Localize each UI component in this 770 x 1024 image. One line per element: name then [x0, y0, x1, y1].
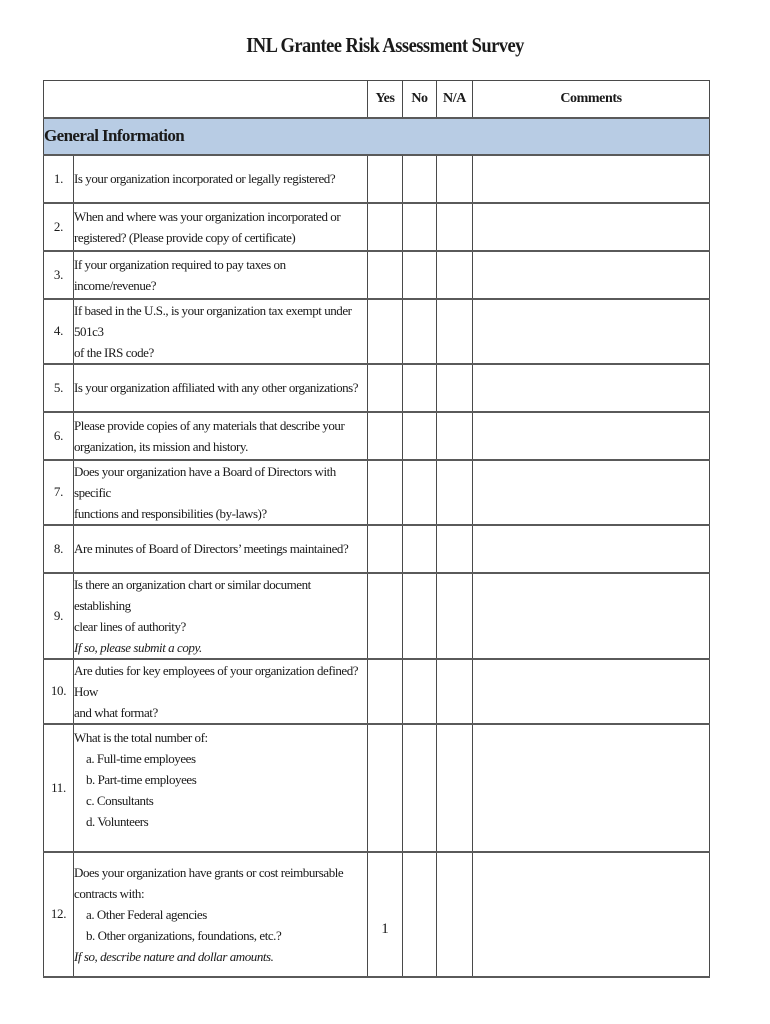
- na-cell[interactable]: [437, 659, 473, 724]
- na-cell[interactable]: [437, 852, 473, 977]
- question-line: and what format?: [74, 704, 158, 720]
- na-cell[interactable]: [437, 525, 473, 573]
- no-cell[interactable]: [403, 852, 437, 977]
- yes-cell[interactable]: [368, 155, 403, 203]
- question-line: Is your organization incorporated or legally registered?: [74, 171, 336, 186]
- question-number: 9.: [44, 573, 74, 659]
- question-text: [74, 724, 368, 852]
- question-number: 8.: [44, 525, 74, 573]
- comments-cell[interactable]: [473, 460, 710, 525]
- na-cell[interactable]: [437, 364, 473, 412]
- question-note: If so, please submit a copy.: [74, 639, 202, 655]
- question-line: Does your organization have grants or cost reimbursable: [74, 864, 344, 880]
- yes-cell[interactable]: [368, 525, 403, 573]
- question-number: 11.: [44, 724, 74, 852]
- comments-cell[interactable]: [473, 525, 710, 573]
- no-cell[interactable]: [403, 460, 437, 525]
- yes-cell[interactable]: [368, 251, 403, 299]
- question-text: [74, 525, 368, 573]
- no-cell[interactable]: [403, 659, 437, 724]
- comments-cell[interactable]: [473, 659, 710, 724]
- comments-cell[interactable]: [473, 203, 710, 251]
- table-row: [44, 412, 710, 460]
- question-number: 10.: [44, 659, 74, 724]
- table-row: [44, 299, 710, 364]
- question-text: [74, 251, 368, 299]
- question-text: [74, 573, 368, 659]
- question-line: registered? (Please provide copy of certificate): [74, 229, 296, 245]
- question-line: If your organization required to pay taxes on income/revenue?: [74, 256, 286, 293]
- na-cell[interactable]: [437, 573, 473, 659]
- yes-cell[interactable]: [368, 299, 403, 364]
- question-sub-item: a. Other Federal agencies: [86, 906, 207, 922]
- question-line: Is your organization affiliated with any other organizations?: [74, 380, 359, 395]
- question-line: If based in the U.S., is your organization tax exempt under 501c3: [74, 302, 352, 339]
- question-line: When and where was your organization incorporated or: [74, 208, 341, 224]
- no-cell[interactable]: [403, 299, 437, 364]
- question-text: [74, 203, 368, 251]
- question-text: [74, 364, 368, 412]
- question-line: Does your organization have a Board of Directors with specific: [74, 463, 336, 500]
- question-sub-item: c. Consultants: [86, 792, 154, 808]
- question-line: contracts with:: [74, 885, 145, 901]
- no-cell[interactable]: [403, 573, 437, 659]
- comments-cell[interactable]: [473, 573, 710, 659]
- na-cell[interactable]: [437, 724, 473, 852]
- question-line: Are minutes of Board of Directors’ meetings maintained?: [74, 541, 349, 556]
- question-text: [74, 852, 368, 977]
- column-header-na: N/A: [437, 81, 473, 118]
- question-line: clear lines of authority?: [74, 618, 186, 634]
- question-number: 3.: [44, 251, 74, 299]
- comments-cell[interactable]: [473, 724, 710, 852]
- section-row: [44, 118, 710, 155]
- column-header-comments: Comments: [473, 81, 710, 118]
- na-cell[interactable]: [437, 460, 473, 525]
- no-cell[interactable]: [403, 364, 437, 412]
- no-cell[interactable]: [403, 724, 437, 852]
- no-cell[interactable]: [403, 525, 437, 573]
- column-header-no: No: [403, 81, 437, 118]
- comments-cell[interactable]: [473, 364, 710, 412]
- table-row: [44, 659, 710, 724]
- question-sub-item: d. Volunteers: [86, 813, 149, 829]
- na-cell[interactable]: [437, 251, 473, 299]
- question-sub-item: a. Full-time employees: [86, 750, 196, 766]
- yes-cell[interactable]: [368, 460, 403, 525]
- na-cell[interactable]: [437, 412, 473, 460]
- yes-cell[interactable]: [368, 412, 403, 460]
- column-header-yes: Yes: [368, 81, 403, 118]
- comments-cell[interactable]: [473, 852, 710, 977]
- header-row: [44, 81, 710, 118]
- question-text: [74, 659, 368, 724]
- table-row: [44, 724, 710, 852]
- table-row: [44, 251, 710, 299]
- section-heading: General Information: [44, 118, 710, 155]
- question-line: What is the total number of:: [74, 729, 208, 745]
- comments-cell[interactable]: [473, 412, 710, 460]
- question-line: Are duties for key employees of your organization defined? How: [74, 662, 359, 699]
- question-number: 7.: [44, 460, 74, 525]
- yes-cell[interactable]: [368, 203, 403, 251]
- no-cell[interactable]: [403, 203, 437, 251]
- question-sub-item: b. Part-time employees: [86, 771, 197, 787]
- table-row: [44, 460, 710, 525]
- question-number: 4.: [44, 299, 74, 364]
- table-row: [44, 852, 710, 977]
- table-row: [44, 155, 710, 203]
- na-cell[interactable]: [437, 299, 473, 364]
- page-number: 1: [381, 921, 389, 937]
- table-row: [44, 573, 710, 659]
- survey-table: [43, 80, 710, 978]
- na-cell[interactable]: [437, 203, 473, 251]
- question-note: If so, describe nature and dollar amounts.: [74, 948, 274, 964]
- question-number: 5.: [44, 364, 74, 412]
- yes-cell[interactable]: [368, 852, 403, 977]
- na-cell[interactable]: [437, 155, 473, 203]
- question-line: functions and responsibilities (by-laws)?: [74, 505, 267, 521]
- question-line: of the IRS code?: [74, 344, 154, 360]
- yes-cell[interactable]: [368, 659, 403, 724]
- table-row: [44, 525, 710, 573]
- comments-cell[interactable]: [473, 299, 710, 364]
- no-cell[interactable]: [403, 155, 437, 203]
- question-text: [74, 299, 368, 364]
- no-cell[interactable]: [403, 412, 437, 460]
- table-row: [44, 203, 710, 251]
- question-line: Is there an organization chart or similar document establishing: [74, 576, 311, 613]
- question-number: 1.: [44, 155, 74, 203]
- question-sub-item: b. Other organizations, foundations, etc.?: [86, 927, 282, 943]
- question-number: 2.: [44, 203, 74, 251]
- no-cell[interactable]: [403, 251, 437, 299]
- table-row: [44, 364, 710, 412]
- question-text: [74, 412, 368, 460]
- question-number: 6.: [44, 412, 74, 460]
- question-number: 12.: [44, 852, 74, 977]
- yes-cell[interactable]: [368, 364, 403, 412]
- question-line: Please provide copies of any materials that describe your: [74, 417, 345, 433]
- comments-cell[interactable]: [473, 155, 710, 203]
- page-title: INL Grantee Risk Assessment Survey: [246, 33, 524, 57]
- question-line: organization, its mission and history.: [74, 438, 248, 454]
- question-text: [74, 460, 368, 525]
- question-text: [74, 155, 368, 203]
- comments-cell[interactable]: [473, 251, 710, 299]
- yes-cell[interactable]: [368, 573, 403, 659]
- header-blank-cell: [44, 81, 368, 118]
- yes-cell[interactable]: [368, 724, 403, 852]
